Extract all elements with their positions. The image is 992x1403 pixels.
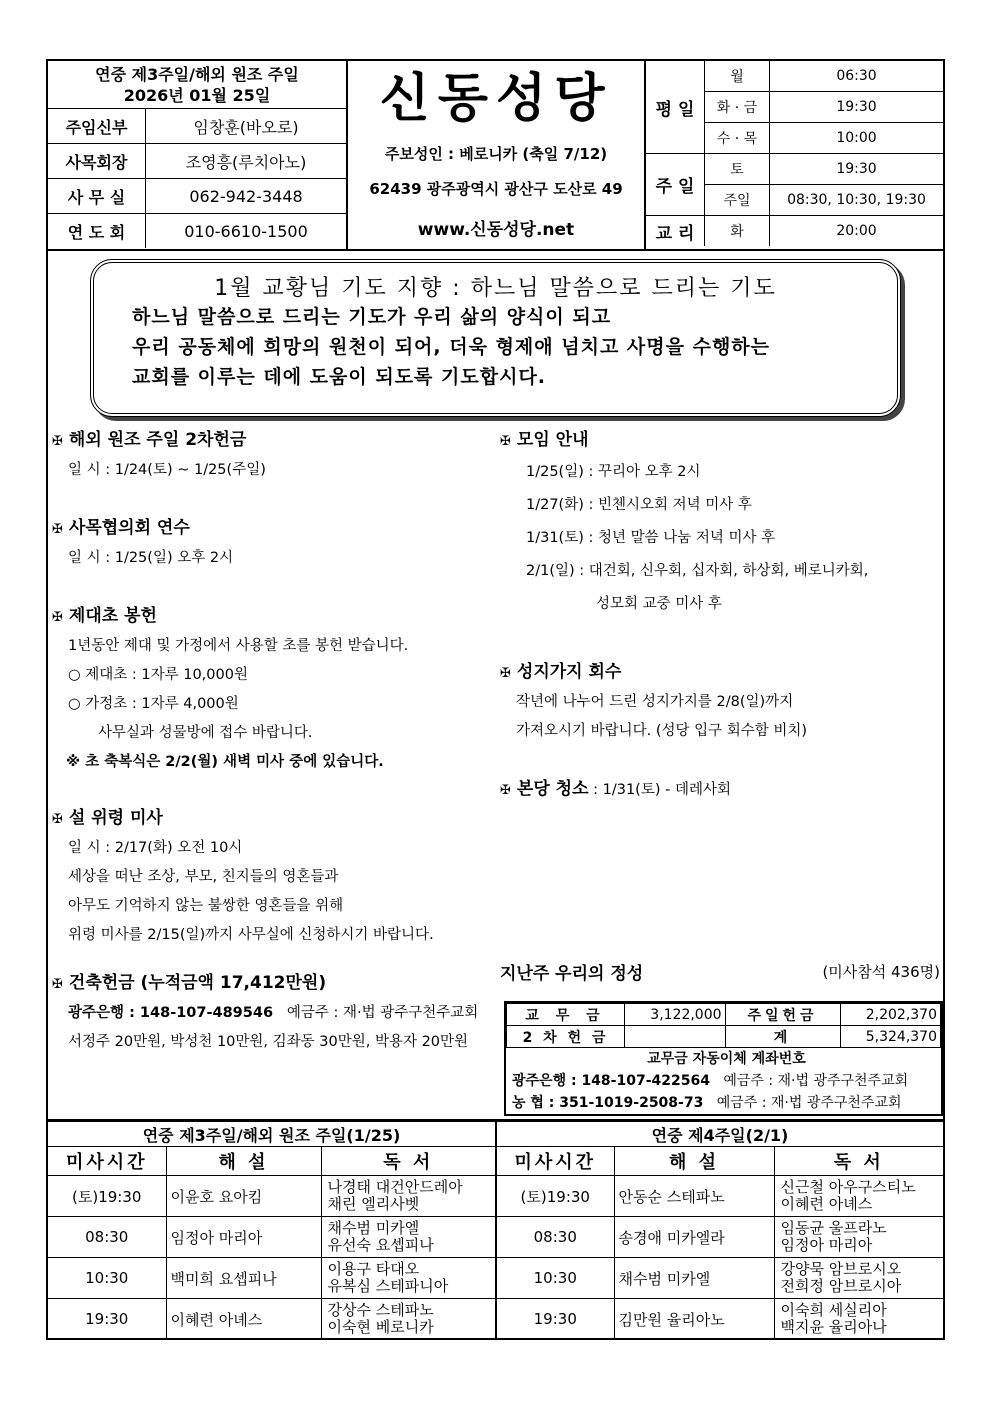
bulletin-header (48, 61, 943, 251)
reader: 채린 엘리사벳 (327, 1195, 420, 1213)
cross-icon: ✠ (500, 783, 511, 798)
memorial-line: 아무도 기억하지 않는 불쌍한 영혼들을 위해 (68, 898, 344, 914)
reader: 강양묵 암브로시오 (780, 1260, 902, 1278)
intention-line: 교회를 이루는 데에 도움이 되도록 기도합시다. (132, 366, 547, 388)
section-title: 해외 원조 주일 2차헌금 (68, 430, 247, 450)
reader: 이혜련 아녜스 (780, 1195, 873, 1213)
section-title: 건축헌금 (누적금액 17,412만원) (68, 973, 327, 993)
staff-key: 연 도 회 (48, 214, 146, 248)
section-title: 제대초 봉헌 (68, 606, 157, 626)
offering-title: 지난주 우리의 정성 (500, 964, 644, 984)
commentator: 김만원 율리아노 (614, 1299, 774, 1340)
sunday-label: 주 일 (646, 154, 705, 216)
account-bank: 광주은행 : 148-107-422564 (512, 1073, 710, 1089)
table-row (48, 1176, 943, 1217)
offering-label: 주일헌금 (725, 1004, 840, 1026)
candle-item: ○ 제대초 : 1자루 10,000원 (68, 667, 248, 683)
bulletin-frame (46, 59, 945, 1340)
col-reader: 독 서 (774, 1147, 943, 1176)
schedule-day: 주일 (705, 185, 770, 216)
schedule-day: 토 (705, 154, 770, 185)
section-meetings (500, 425, 940, 450)
cross-icon: ✠ (52, 977, 63, 992)
section-title: 설 위령 미사 (68, 808, 163, 828)
header-info (48, 61, 348, 249)
reader: 임동균 울프라노 (780, 1219, 887, 1237)
staff-row (48, 214, 346, 248)
schedule-time: 19:30 (770, 92, 944, 123)
offering-value: 3,122,000 (625, 1004, 725, 1026)
candle-blessing: ※ 초 축복식은 2/2(월) 새벽 미사 중에 있습니다. (66, 754, 384, 770)
cross-icon: ✠ (52, 610, 63, 625)
cross-icon: ✠ (52, 812, 63, 827)
readers (774, 1217, 943, 1258)
table-row (48, 1258, 943, 1299)
commentator: 안동순 스테파노 (614, 1176, 774, 1217)
mass-time: 19:30 (496, 1299, 614, 1340)
mass-time: 10:30 (48, 1258, 166, 1299)
memorial-line: 세상을 떠난 조상, 부모, 친지들의 영혼들과 (68, 869, 339, 885)
intention-title: 1월 교황님 기도 지향 : 하느님 말씀으로 드리는 기도 (214, 276, 777, 301)
reader: 전희정 암브로시아 (780, 1277, 902, 1295)
staff-row (48, 109, 346, 144)
week-date (48, 61, 346, 109)
mass-time: 08:30 (496, 1217, 614, 1258)
commentator: 백미희 요셉피나 (166, 1258, 321, 1299)
col-mass-time: 미사시간 (48, 1147, 166, 1176)
mass-schedule (646, 61, 943, 249)
building-donors: 서정주 20만원, 박성천 10만원, 김좌동 30만원, 박용자 20만원 (68, 1034, 469, 1050)
col-mass-time: 미사시간 (496, 1147, 614, 1176)
left-column (52, 425, 492, 1057)
reader: 채수범 미카엘 (327, 1219, 420, 1237)
schedule-time: 19:30 (770, 154, 944, 185)
candle-note: 사무실과 성물방에 접수 바랍니다. (98, 725, 313, 741)
section-title: 성지가지 회수 (516, 662, 622, 682)
palm-line: 작년에 나누어 드린 성지가지를 2/8(일)까지 (516, 694, 794, 710)
readers (774, 1258, 943, 1299)
section-title: 모임 안내 (516, 430, 589, 450)
col-reader: 독 서 (321, 1147, 496, 1176)
cleaning-text: : 1/31(토) - 데레사회 (588, 782, 731, 798)
readers (774, 1299, 943, 1340)
meeting-item-cont: 성모회 교중 미사 후 (596, 596, 722, 612)
memorial-line: 일 시 : 2/17(화) 오전 10시 (68, 840, 243, 856)
bulletin-date: 2026년 01월 25일 (123, 86, 271, 105)
commentator: 이윤호 요아킴 (166, 1176, 321, 1217)
cross-icon: ✠ (500, 434, 511, 449)
mass-time: 19:30 (48, 1299, 166, 1340)
reader: 이숙희 세실리아 (780, 1301, 887, 1319)
week1-heading: 연중 제3주일/해외 원조 주일(1/25) (48, 1122, 496, 1147)
table-row (48, 1217, 943, 1258)
candle-intro: 1년동안 제대 및 가정에서 사용할 초를 봉헌 받습니다. (68, 638, 409, 654)
section-memorial (52, 803, 492, 828)
schedule-day: 수 · 목 (705, 123, 770, 154)
offering-value: 2,202,370 (840, 1004, 940, 1026)
readers (774, 1176, 943, 1217)
account-holder: 예금주 : 재·법 광주구천주교회 (723, 1073, 909, 1089)
overseas-date: 일 시 : 1/24(토) ~ 1/25(주일) (68, 462, 266, 478)
auto-transfer (506, 1048, 941, 1114)
section-title: 본당 청소 (516, 779, 589, 799)
schedule-time: 08:30, 10:30, 19:30 (770, 185, 944, 216)
candle-item: ○ 가정초 : 1자루 4,000원 (68, 696, 239, 712)
meeting-item: 1/27(화) : 빈첸시오회 저녁 미사 후 (526, 497, 752, 513)
mass-time: (토)19:30 (496, 1176, 614, 1217)
offering-value: 5,324,370 (840, 1026, 940, 1048)
offering-value (625, 1026, 725, 1048)
reader: 백지윤 율리아나 (780, 1318, 887, 1336)
parish-website[interactable]: www.신동성당.net (417, 220, 575, 240)
parish-name: 신동성당 (379, 69, 613, 129)
schedule-day: 월 (705, 61, 770, 92)
council-date: 일 시 : 1/25(일) 오후 2시 (68, 550, 234, 566)
reader: 이숙현 베로니카 (327, 1318, 434, 1336)
readings-roster (48, 1119, 943, 1339)
section-overseas (52, 425, 492, 450)
staff-value: 조영흥(루치아노) (185, 152, 307, 172)
schedule-time: 10:00 (770, 123, 944, 154)
offering-label: 계 (725, 1026, 840, 1048)
section-cleaning (500, 774, 940, 799)
week-title: 연중 제3주일/해외 원조 주일 (95, 65, 299, 84)
commentator: 송경애 미카엘라 (614, 1217, 774, 1258)
mass-time: (토)19:30 (48, 1176, 166, 1217)
staff-key: 주임신부 (48, 109, 146, 143)
intention-line: 하느님 말씀으로 드리는 기도가 우리 삶의 양식이 되고 (132, 306, 612, 328)
account-bank: 농 협 : 351-1019-2508-73 (512, 1095, 704, 1111)
parish-address: 62439 광주광역시 광산구 도산로 49 (369, 180, 623, 198)
offering-table (504, 1001, 943, 1116)
section-title: 사목협의회 연수 (68, 518, 190, 538)
reader: 강상수 스테파노 (327, 1301, 434, 1319)
reader: 이용구 타대오 (327, 1260, 420, 1278)
cross-icon: ✠ (500, 666, 511, 681)
table-row (48, 1299, 943, 1340)
meeting-item: 1/31(토) : 청년 말씀 나눔 저녁 미사 후 (526, 530, 776, 546)
staff-value: 062-942-3448 (189, 186, 303, 206)
staff-key: 사목회장 (48, 144, 146, 178)
readers (321, 1299, 496, 1340)
readers (321, 1176, 496, 1217)
attendance: (미사참석 436명) (822, 963, 940, 981)
right-column (500, 425, 940, 799)
staff-row (48, 179, 346, 214)
commentator: 임정아 마리아 (166, 1217, 321, 1258)
commentator: 채수범 미카엘 (614, 1258, 774, 1299)
staff-value: 010-6610-1500 (184, 221, 308, 241)
col-commentator: 해 설 (614, 1147, 774, 1176)
auto-transfer-title: 교무금 자동이체 계좌번호 (647, 1051, 806, 1067)
intention-line: 우리 공동체에 희망의 원천이 되어, 더욱 형제애 넘치고 사명을 수행하는 (132, 336, 771, 358)
patron-saint: 주보성인 : 베로니카 (축일 7/12) (384, 145, 608, 163)
offering-row (507, 1026, 941, 1048)
account-holder: 예금주 : 재·법 광주구천주교회 (716, 1095, 902, 1111)
building-bank: 광주은행 : 148-107-489546 (68, 1005, 274, 1021)
building-account (68, 999, 492, 1028)
offering-label: 교 무 금 (507, 1004, 625, 1026)
section-candle (52, 601, 492, 626)
palm-line: 가져오시기 바랍니다. (성당 입구 회수함 비치) (516, 723, 808, 739)
section-palm (500, 657, 940, 682)
weekday-label: 평 일 (646, 61, 705, 154)
cross-icon: ✠ (52, 522, 63, 537)
staff-value: 임창훈(바오로) (193, 117, 299, 137)
mass-schedule-table (646, 61, 943, 246)
account-line (512, 1070, 941, 1092)
staff-row (48, 144, 346, 179)
account-line (512, 1092, 941, 1114)
readers (321, 1258, 496, 1299)
prayer-intention-box (90, 259, 901, 417)
parish-block (348, 61, 646, 249)
schedule-day: 화 (705, 216, 770, 247)
staff-key: 사 무 실 (48, 179, 146, 213)
offering-row (507, 1004, 941, 1026)
mass-time: 08:30 (48, 1217, 166, 1258)
reader: 유선숙 요셉피나 (327, 1236, 434, 1254)
mass-time: 10:30 (496, 1258, 614, 1299)
reader: 임정아 마리아 (780, 1236, 873, 1254)
week2-heading: 연중 제4주일(2/1) (496, 1122, 943, 1147)
section-building (52, 968, 492, 993)
meeting-item: 1/25(일) : 꾸리아 오후 2시 (526, 464, 701, 480)
reader: 신근철 아우구스티노 (780, 1178, 916, 1196)
schedule-time: 06:30 (770, 61, 944, 92)
readers (321, 1217, 496, 1258)
col-commentator: 해 설 (166, 1147, 321, 1176)
offering-label: 2 차 헌 금 (507, 1026, 625, 1048)
cross-icon: ✠ (52, 434, 63, 449)
meeting-item: 2/1(일) : 대건회, 신우회, 십자회, 하상회, 베로니카회, (526, 563, 869, 579)
catechism-label: 교 리 (646, 216, 705, 247)
reader: 나경태 대건안드레아 (327, 1178, 463, 1196)
section-council (52, 513, 492, 538)
commentator: 이혜련 아녜스 (166, 1299, 321, 1340)
reader: 유복심 스테파니아 (327, 1277, 449, 1295)
memorial-line: 위령 미사를 2/15(일)까지 사무실에 신청하시기 바랍니다. (68, 927, 434, 943)
schedule-time: 20:00 (770, 216, 944, 247)
offering-header (500, 959, 940, 984)
schedule-day: 화 · 금 (705, 92, 770, 123)
building-holder: 예금주 : 재·법 광주구천주교회 (286, 1005, 479, 1021)
